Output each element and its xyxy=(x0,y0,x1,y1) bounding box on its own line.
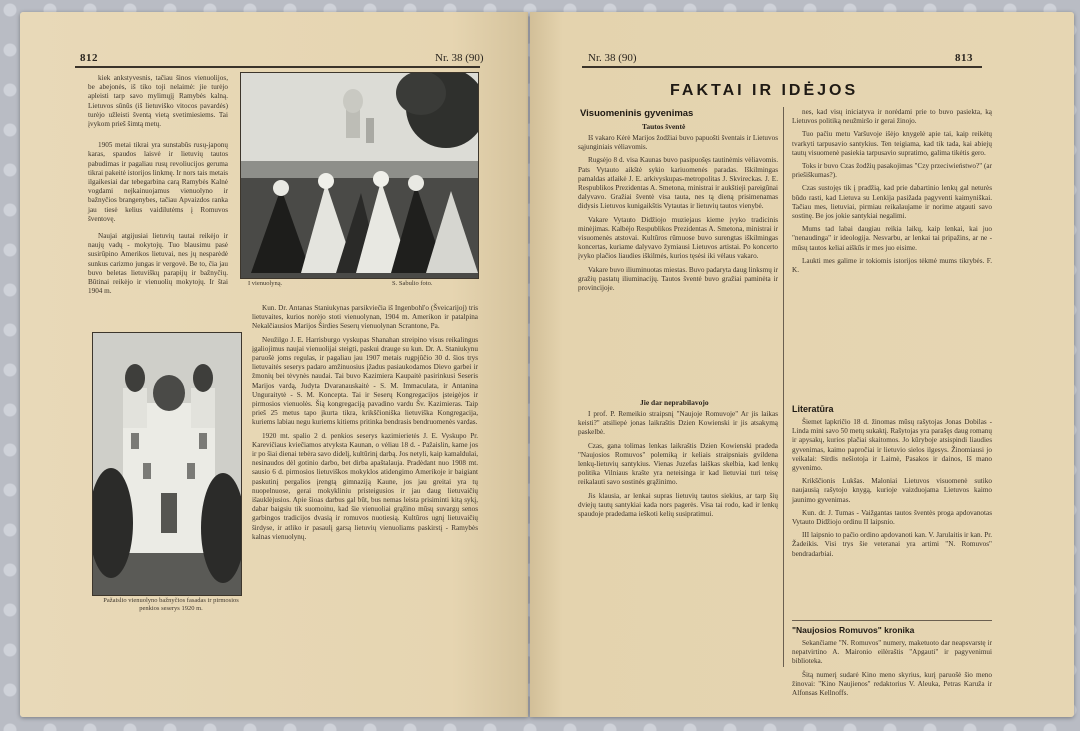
paragraph: I prof. P. Remeikio straipsnį "Naujoje Romuvoje" Ar jis laikas keisti?" atsiliepė jonas laikraštis Dzien Kowienski ir jis atsakymą paskelbė. xyxy=(578,410,778,437)
paragraph: Kun. dr. J. Tumas - Vaižgantas tautos šventės proga apdovanotas Vytauto Didžiojo ordinu II laipsnio. xyxy=(792,508,992,527)
church-photo-image xyxy=(93,333,241,595)
right-column-one xyxy=(578,134,778,297)
page-number-right: 813 xyxy=(955,52,973,64)
paragraph: Šitą numerį sudarė Kino meno skyrius, kurį paruošė šio meno žinovai: "Kino Naujienos" redaktorius V. Aleuka, Petras Karuža ir Alfonsas Kellnoffs. xyxy=(792,670,992,698)
paragraph: Kun. Dr. Antanas Staniukynas parsikviečia iš Ingenbohl'o (Šveicarijoj) tris lietuvaites, kurios norėjo stoti vienuolynan, 1904 m. Amerikon ir patalpina Nekalčiausios Marijos Širdies Seserų vienuolynan Scrantone, Pa. xyxy=(252,304,478,331)
nuns-photo-image xyxy=(241,73,478,278)
literatura-heading: Literatūra xyxy=(792,404,834,414)
subheading: Tautos šventė xyxy=(642,122,686,131)
right-column-two xyxy=(792,108,992,279)
photo-caption: I vienuolyną. xyxy=(248,280,283,287)
divider xyxy=(792,620,992,621)
kronika-heading: "Naujosios Romuvos" kronika xyxy=(792,625,915,635)
paragraph: Toks ir buvo Czas žodžių pasakojimas "Czy przeciwieństwo?" (ar priešiškumas?). xyxy=(792,162,992,180)
paragraph: nes, kad visų iniciatyva ir norėdami prie to buvo pasiekta, ką Lietuvos politiką neužmiršo ir gerai žinojo. xyxy=(792,108,992,126)
issue-number-left: Nr. 38 (90) xyxy=(435,52,484,64)
left-column-top xyxy=(88,74,228,300)
right-column-one-bottom xyxy=(578,410,778,523)
paragraph: Czas, gana tolimas lenkas laikraštis Dzien Kowienski pradeda "Naujosios Romuvos" polemiką ir keliais straipsniais gvildena lenkų-lietuvių santykius. Vienas Juzefas laiškas skelbia, kad lenkų politika Vilniaus krašte yra neteisinga ir kad lietuviai turi teisę reikalauti savo sostinės grąžinimo. xyxy=(578,441,778,487)
page-number-left: 812 xyxy=(80,52,98,64)
paragraph: Naujai atgijusiai lietuvių tautai reikėjo ir naujų vadų - mokytojų. Tuo blausimu pasė susirūpino Amerikos lietuvai, nes jų nesparėdė sunkus carizmo jungas ir vergovė. Be to, čia jau buvo beletas lietuviškų parapijų ir bažnyčių. Būtinai reikėjo ir vienuolių mokytojų. Ir štai 1904 m. xyxy=(88,232,228,296)
paragraph: 1920 mt. spalio 2 d. penkios seserys kazimierietės J. E. Vyskupo Pr. Karevičiaus kviečiamos atvyksta Kaunan, o vėliau 18 d. - Pažaislin, kame jos ir po šiai dienai tebėra savo didelį, kultūrinį darbą. Jos netyli, kaip kamaldulai, nesinaudos dėl gotinio darbo, bet dirba apaštalauja. Pradėdant nuo 1908 mt. sausio 6 d. pirmosios lietuviškos mokyklos atidengimo Amerikoje ir baigiant paskutinį pergalios įrengtą gimnaziją Kaune, jos jau greitai yra tų nuopelnuose, gerai mokykliniu pristeigusios ir jau daug lietuvaičių išauklėjusios. Apie šioas darbus gal būt, bus nemas leista prisiminti kitą sykį, dabar baigsiu tik suomoinu, kad šie vienuoliai grąžino mūsų suvargų senos garbingos tradicijos dvasią ir romuvos nuotiesią. Kultūros ugnį lietuvaičių širdyse, ir atliko ir pasaulį garsą lietuvių vienuoliams paskirstį - Ramybės kalnas vienuolynų. xyxy=(252,431,478,541)
paragraph: Neužilgo J. E. Harrisburgo vyskupas Shanahan streipino visus reikalingus įgaliojimus naujai vienuolijai steigti, paskui drauge su kun. Dr. A. Staniukynu paruošė joms regulas, ir pagaliau jau 1907 metais rugpjūčio 30 d. šios trys lietuvaitės seserys padaro amžinuosius įžadus pasiaukodamos Dievo garbei ir žmonių bei tėvynės naudai. Tai buvo Kazimiera Kaupaitė pasirinkusi Seseris Marijos vardą, Judyta Dvaranauskaitė - S. M. Immaculata, ir Antanina Unguraitytė - S. M. Koncepta. Tai ir Seserų Kongregacijos įsteigėjos ir pirmosios vienuolės. Šią kongregaciją pavadino vardu Šv. Kazimieras. Taip prieš 25 metus tapo įkurta tikra, krikščioniška lietuviška Kongregacija, kuriems labiau negu kuriems kitiems pritinka bendrasis bendruomenės vardas. xyxy=(252,335,478,427)
literatura-text xyxy=(792,418,992,563)
paragraph: Mums tad labai daugiau reikia laikų, kaip lenkai, kai juo "nenaudinga" ir ideologija. Nesvarbu, ar lenkai tai pripažins, ar ne - mūsų tautos keliai aiškūs ir mes juo eisime. xyxy=(792,225,992,252)
right-page xyxy=(530,12,1074,717)
kronika-text xyxy=(792,639,992,702)
paragraph: Šiemet lapkričio 18 d. žinomas mūsų rašytojas Jonas Dobilas - Linda mini savo 50 metų sukaktį. Rašytojas yra parašęs daug romanų ir apysakų, kurios plačiai skaitomos. Jo kūryboje atsispindi liaudies gyvenimas, kaimo papročiai ir lietuvio sielos ilgesys. Žinomiausi jo veikalai: Sirdis nešiotoja ir Laimė, Pasakos ir dainos, Iš mano gyvenimo. xyxy=(792,418,992,473)
left-column-article xyxy=(252,304,478,546)
left-page xyxy=(20,12,528,717)
paragraph: Krikščionis Lukšas. Maloniai Lietuvos visuomenė sutiko naujausią rašytojo knygą, kurioje vaizduojama Lietuvos kaimo jaunimo gyvenimas. xyxy=(792,477,992,504)
paragraph: Vakare Vytauto Didžiojo muziejaus kieme įvyko tradicinis minėjimas. Kalbėjo Respublikos Prezidentas A. Smetona, ministrai ir visuomenės atstovai. Kultūros rūmuose buvo surengtas iškilmingas koncertas, kuriame dalyvavo žymiausi Lietuvos artistai. Po koncerto įvyko plačios liaudies iškilmės, kurios tęsėsi iki vėlaus vakaro. xyxy=(578,215,778,261)
section-title: FAKTAI IR IDĖJOS xyxy=(670,82,859,99)
paragraph: Tuo pačiu metu Varšuvoje išėjo knygelė apie tai, kaip reikėtų tvarkyti tarpusavio santykius. Ten teigiama, kad tik tada, kai abiejų tautų visuomenė pasiekia tarpusavio supratimo, galima tikėtis gero. xyxy=(792,130,992,157)
church-photo-caption: Pažaislio vienuolyno bažnyčios fasadas ir pirmosios penkios seserys 1920 m. xyxy=(103,597,239,612)
photo-credit: S. Sabulio foto. xyxy=(392,280,433,287)
paragraph: kiek ankstyvesnis, tačiau šinos vienuolijos, be abejonės, iš tiko toji nelaimė: jie turėjo apleisti tarp savo mylimųjį Ramybės kalną. Lietuvos sūnūs (iš lietuviško vitocos pavardės) turėjo užleisti šventą vietą svetimiesiems. Tai įvykom prieš šimtą metų. xyxy=(88,74,228,129)
paragraph: Vakare buvo iliuminuotas miestas. Buvo padaryta daug linksmų ir gražių pastatų iliuminacijų. Tautos šventė buvo gražiai paminėta ir provincijoje. xyxy=(578,265,778,293)
paragraph: Laukti mes galime ir tokiomis istorijos tėkmė mums tikrybės. F. K. xyxy=(792,256,992,275)
column-divider xyxy=(783,107,784,667)
header-rule-left xyxy=(75,66,480,68)
paragraph: Rugsėjo 8 d. visa Kaunas buvo pasipuošęs tautinėmis vėliavomis. Pats Vytauto aikštė sykio kariuomenės paradas. Iškilmingas pamaldas atlaikė J. E. arkivyskupas-metropolitas J. Skvireckas. J. E. Respublikos Prezidentas A. Smetona, ministrai ir aukštieji pareigūnai dalyvavo. Gražiai šventė visa tauta, nes tą dieną prisimenamas didysis Lietuvos kunigaikštis Vytautas ir lietuvių tautos vienybė. xyxy=(578,156,778,211)
paragraph: Jis klausia, ar lenkai supras lietuvių tautos siekius, ar tarp šių dviejų tautų santykiai kada nors pagerės. Visa tai rodo, kad ir lenkų spaudoje pradedama ieškoti kelių susipratimui. xyxy=(578,491,778,519)
church-photo xyxy=(92,332,242,596)
paragraph: Sekančiame "N. Romuvos" numery, maketuoto dar neapsvarstę ir nepatvirtino A. Maironio eilėraštis "Apgauti" ir pagyvenimui biblioteka. xyxy=(792,639,992,666)
paragraph: 1905 metai tikrai yra sunstabūs rusų-japonų karas, spaudos laisvė ir lietuvių tautos pabudimas ir pagaliau rusų revoliucijos geruma tikrai pakeitė istorijos linkmę. Ir nors tais metais ilgaikesiai dar tebegarbina carą Ramybės Kalnė vogdami nejkainuojamus vienuolyno ir bažnyčios brangenybes, tačiau Apvaizdos ranka jau tiesė kelius vaidilutėms į Romuvos šventovę. xyxy=(88,141,228,223)
issue-number-right: Nr. 38 (90) xyxy=(588,52,637,64)
paragraph: Czas sustojęs tik į pradžią, kad prie dabartinio lenkų gal neturės būdo rasti, kad Lietuva su Lenkija pasižada pagyventi kaimyniškai. Tačiau mes, lietuviai, pirmiau reikalaujame ir norime atgauti savo sostinę. Be jos jokie santykiai negalimi. xyxy=(792,184,992,221)
paragraph: III laipsnio to pačio ordino apdovanoti kan. V. Jarulaitis ir kan. Pr. Žadeikis. Visi trys šie veteranai yra artimi "N. Romuvos" bendradarbiai. xyxy=(792,531,992,558)
paragraph: Iš vakaro Kėrė Marijos žodžiai buvo papuošti šventais ir Lietuvos sąjunginiais vėliavomis. xyxy=(578,134,778,152)
subheading: Jie dar neprabilavojo xyxy=(640,398,709,407)
section-heading: Visuomeninis gyvenimas xyxy=(580,108,694,119)
nuns-photo xyxy=(240,72,479,279)
header-rule-right xyxy=(582,66,982,68)
